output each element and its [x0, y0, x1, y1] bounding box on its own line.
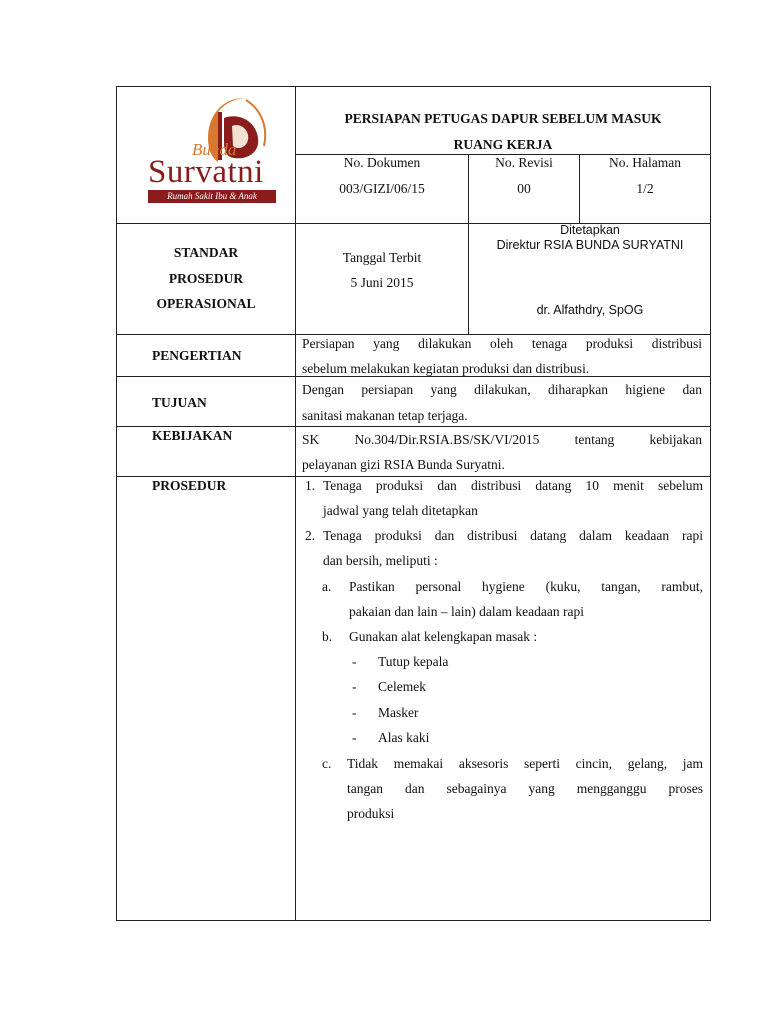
document-title-line2: RUANG KERJA — [453, 137, 553, 152]
hospital-logo — [140, 92, 285, 204]
step-c-line3: produksi — [347, 806, 395, 821]
doc-number-value: 003/GIZI/06/15 — [339, 181, 425, 196]
step-1-number: 1. — [305, 478, 316, 493]
tujuan-label: TUJUAN — [152, 395, 207, 410]
revision-label: No. Revisi — [495, 155, 553, 170]
equipment-item: Masker — [378, 705, 419, 720]
approved-by: Direktur RSIA BUNDA SURYATNI — [496, 238, 684, 252]
pengertian-text-line1: Persiapan yang dilakukan oleh tenaga produksi distribusi — [302, 336, 702, 351]
step-1-line2: jadwal yang telah ditetapkan — [323, 503, 478, 518]
step-c-letter: c. — [322, 756, 332, 771]
sop-label-line1: STANDAR — [173, 245, 239, 260]
step-2-line1: Tenaga produksi dan distribusi datang dalam keadaan rapi — [323, 528, 703, 543]
tujuan-text-line2: sanitasi makanan tetap terjaga. — [302, 408, 468, 423]
approved-label: Ditetapkan — [560, 223, 620, 237]
step-2-number: 2. — [305, 528, 316, 543]
kebijakan-text-line1: SK No.304/Dir.RSIA.BS/SK/VI/2015 tentang kebijakan — [302, 432, 702, 447]
tujuan-text-line1: Dengan persiapan yang dilakukan, diharapkan higiene dan — [302, 382, 702, 397]
step-a-letter: a. — [322, 579, 332, 594]
step-c-line2: tangan dan sebagainya yang mengganggu proses — [347, 781, 703, 796]
prosedur-label: PROSEDUR — [152, 478, 227, 493]
revision-value: 00 — [517, 181, 531, 196]
logo-script-text: Bunda — [192, 140, 237, 159]
equipment-item: Tutup kepala — [378, 654, 449, 669]
equipment-item: Alas kaki — [378, 730, 430, 745]
doc-number-label: No. Dokumen — [343, 155, 421, 170]
step-c-line1: Tidak memakai aksesoris seperti cincin, gelang, jam — [347, 756, 703, 771]
sop-label-line3: OPERASIONAL — [156, 296, 256, 311]
equipment-item: Celemek — [378, 679, 426, 694]
sop-label-line2: PROSEDUR — [168, 271, 244, 286]
kebijakan-text-line2: pelayanan gizi RSIA Bunda Suryatni. — [302, 457, 505, 472]
page-label: No. Halaman — [609, 155, 681, 170]
step-b-letter: b. — [322, 629, 333, 644]
bullet-dash: - — [352, 730, 357, 745]
logo-name: Survatni — [148, 154, 264, 190]
pengertian-text-line2: sebelum melakukan kegiatan produksi dan distribusi. — [302, 361, 590, 376]
page-value: 1/2 — [636, 181, 654, 196]
step-2-line2: dan bersih, meliputi : — [323, 553, 438, 568]
bullet-dash: - — [352, 679, 357, 694]
step-a-line1: Pastikan personal hygiene (kuku, tangan, rambut, — [349, 579, 703, 594]
step-a-line2: pakaian dan lain – lain) dalam keadaan rapi — [349, 604, 585, 619]
bullet-dash: - — [352, 654, 357, 669]
bullet-dash: - — [352, 705, 357, 720]
kebijakan-label: KEBIJAKAN — [152, 428, 233, 443]
document-title-line1: PERSIAPAN PETUGAS DAPUR SEBELUM MASUK — [344, 111, 662, 126]
issue-date-label: Tanggal Terbit — [342, 250, 422, 265]
pengertian-label: PENGERTIAN — [152, 348, 242, 363]
logo-tagline: Rumah Sakit Ibu & Anak — [167, 191, 257, 201]
signatory-name: dr. Alfathdry, SpOG — [536, 303, 644, 317]
step-b-line1: Gunakan alat kelengkapan masak : — [349, 629, 538, 644]
step-1-line1: Tenaga produksi dan distribusi datang 10 menit sebelum — [323, 478, 703, 493]
issue-date-value: 5 Juni 2015 — [350, 275, 414, 290]
